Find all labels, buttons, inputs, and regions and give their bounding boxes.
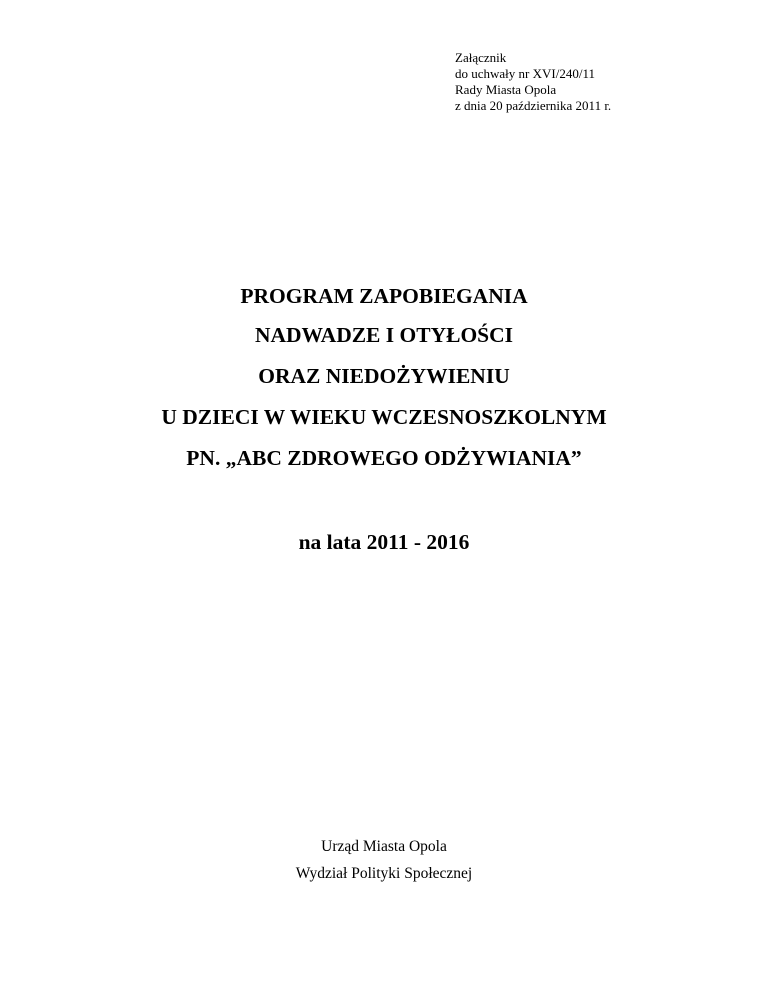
title-line-1: PROGRAM ZAPOBIEGANIA bbox=[240, 284, 528, 308]
annex-resolution: do uchwały nr XVI/240/11 bbox=[455, 66, 595, 81]
annex-label: Załącznik bbox=[455, 50, 507, 65]
title-line-2: NADWADZE I OTYŁOŚCI bbox=[254, 323, 514, 347]
program-years: na lata 2011 - 2016 bbox=[298, 530, 470, 554]
annex-note bbox=[455, 50, 611, 114]
issuer-department: Wydział Polityki Społecznej bbox=[295, 865, 473, 882]
title-line-5: PN. „ABC ZDROWEGO ODŻYWIANIA” bbox=[186, 446, 582, 470]
annex-date: z dnia 20 października 2011 r. bbox=[455, 98, 612, 113]
issuer-office: Urząd Miasta Opola bbox=[321, 838, 447, 855]
annex-council: Rady Miasta Opola bbox=[455, 82, 557, 97]
title-line-3: ORAZ NIEDOŻYWIENIU bbox=[258, 364, 510, 388]
title-line-4: U DZIECI W WIEKU WCZESNOSZKOLNYM bbox=[161, 405, 607, 429]
